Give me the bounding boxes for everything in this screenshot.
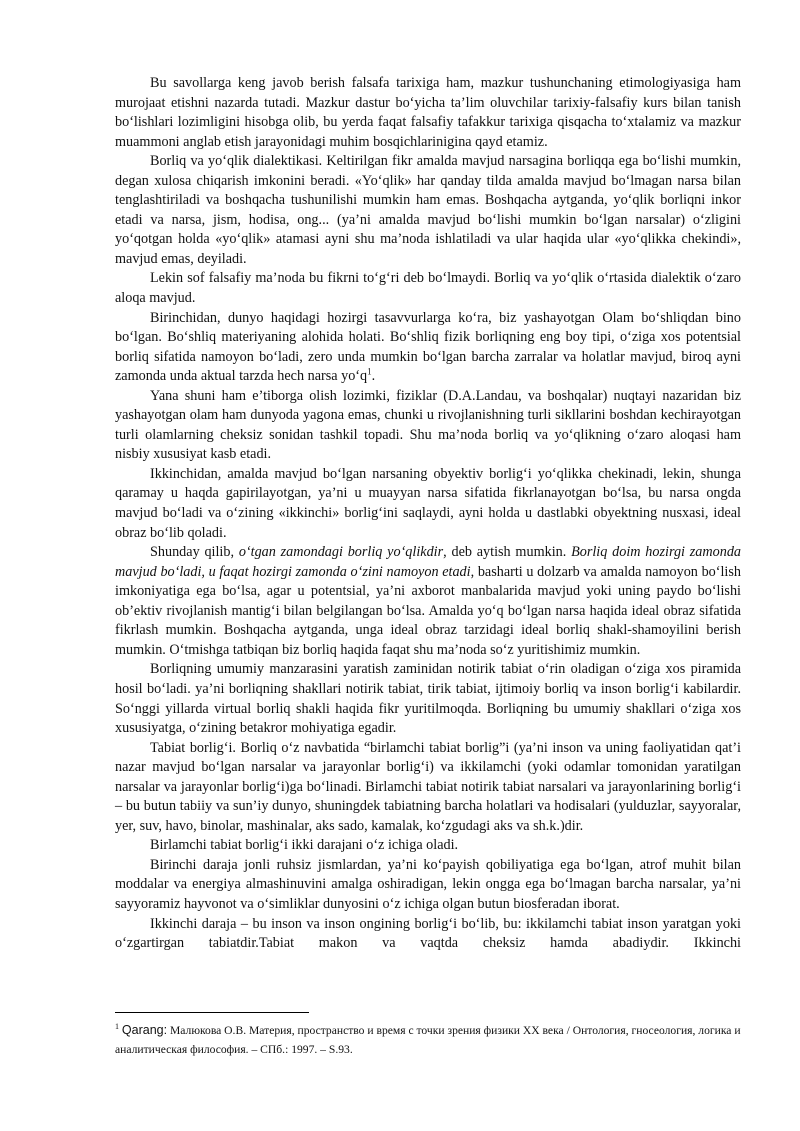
paragraph: Tabiat borlig‘i. Borliq o‘z navbatida “birlamchi tabiat borlig”i (ya’ni inson va uning faoliyatidan qat’i nazar mavjud bo‘lgan narsalar va jarayonlar borlig‘i) va ikkilamchi (yoki odamlar tomonidan yaratilgan narsalar va jarayonlar borlig‘i)ga bo‘linadi. Birlamchi tabiat notirik tabiat narsalari va jarayonlarining borlig‘i – bu butun tabiiy va sun’iy dunyo, shuningdek tabiatning barcha holatlari va hodisalari (yulduzlar, sayyoralar, yer, suv, havo, binolar, mashinalar, aks sado, kamalak, ko‘zgudagi aks va sh.k.)dir.: [115, 739, 741, 834]
footnote-reference[interactable]: 1: [367, 366, 372, 377]
paragraph: Borliq va yo‘qlik dialektikasi. Keltirilgan fikr amalda mavjud narsagina borliqqa ega bo‘lishi mumkin, degan xulosa chiqarish imkonini beradi. «Yo‘qlik» har qanday tilda amalda mavjud bo‘lmagan narsa bilan tenglashtiriladi va boshqacha tushunilishi mumkin ham emas. Boshqacha aytganda, yo‘qlik borliqni inkor etadi va narsa, jism, hodisa, ong... (ya’ni amalda mavjud bo‘lishi mumkin bo‘lgan narsalar) o‘zligini yo‘qotgan holda «yo‘qlik» atamasi ayni shu ma’noda ishlatiladi va ular haqida ular «yo‘qlikka chekindi», mavjud emas, deyiladi.: [115, 153, 741, 267]
paragraph-text: , basharti u dolzarb va amalda namoyon bo‘lish imkoniyatiga ega bo‘lsa, agar u potentsial, ya’ni axborot manbalarida mavjud yoki uning paydo bo‘lishi ob’ektiv rivojlanish mantig‘i bilan belgilangan bo‘lsa. Amalda yo‘q bo‘lgan narsa haqida ideal obraz sifatida fikrlash mumkin. Boshqacha aytganda, unga ideal obraz tarzidagi ideal borliq shakl-shamoyilini berish mumkin. O‘tmishga tatbiqan biz borliq haqida faqat shu ma’noda so‘z yuritishimiz mumkin.: [115, 563, 741, 658]
paragraph: Lekin sof falsafiy ma’noda bu fikrni to‘g‘ri deb bo‘lmaydi. Borliq va yo‘qlik o‘rtasida dialektik o‘zaro aloqa mavjud.: [115, 270, 741, 307]
paragraph: [115, 543, 741, 660]
paragraph: Bu savollarga keng javob berish falsafa tarixiga ham, mazkur tushunchaning etimologiyasiga ham murojaat etishni nazarda tutadi. Mazkur dastur bo‘yicha ta’lim oluvchilar tarixiy-falsafiy kurs bilan tanish bo‘lishlari lozimligini hisobga olib, bu yerda faqat falsafiy tafakkur tarixiga qisqacha to‘xtalamiz va mazkur muammoni anglab etish jarayonidagi muhim bosqichlarinigina qayd etamiz.: [115, 75, 741, 150]
paragraph: Yana shuni ham e’tiborga olish lozimki, fiziklar (D.A.Landau, va boshqalar) nuqtayi nazaridan biz yashayotgan olam ham dunyoda yagona emas, chunki u rivojlanishning turli sikllarini boshdan kechirayotgan turli olamlarning cheksiz sonidan tashkil topadi. Shu ma’noda borliq va yo‘qlikning o‘zaro aloqasi ham nisbiy xususiyat kasb etadi.: [115, 387, 741, 463]
paragraph-text: , deb aytish mumkin.: [443, 544, 572, 561]
paragraph: Ikkinchidan, amalda mavjud bo‘lgan narsaning obyektiv borlig‘i yo‘qlikka chekinadi, lekin, shunga qaramay u haqda gapirilayotgan, ya’ni u muayyan narsa sifatida fikrlanayotgan bo‘lsa, bu narsa ongda mavjud bo‘ladi va o‘zining «ikkinchi» borlig‘ini saqlaydi, ayni holda u dastlabki obyektning nusxasi, ideal obraz bo‘lib qoladi.: [115, 465, 741, 541]
paragraph: Birlamchi tabiat borlig‘i ikki darajani o‘z ichiga oladi.: [150, 837, 459, 854]
paragraph: Borliqning umumiy manzarasini yaratish zaminidan notirik tabiat o‘rin oladigan o‘ziga xos piramida hosil bo‘ladi. ya’ni borliqning shakllari notirik tabiat, tirik tabiat, ijtimoiy borliq va inson borlig‘i kabilardir. So‘nggi yillarda virtual borliq shakli haqida fikr yuritilmoqda. Borliqning bu umumiy shakllari o‘ziga xos xususiyatga, o‘zining betakror mohiyatiga egadir.: [115, 661, 741, 737]
footnote-separator: [115, 1012, 309, 1013]
paragraph: Ikkinchi daraja – bu inson va inson ongining borlig‘i bo‘lib, bu: ikkilamchi tabiat inson yaratgan yoki o‘zgartirgan tabiatdir.Tabiat makon va vaqtda cheksiz hamda abadiydir. Ikkinchi: [115, 915, 741, 952]
document-body: [115, 74, 741, 954]
paragraph: Birinchi daraja jonli ruhsiz jismlardan, ya’ni ko‘payish qobiliyatiga ega bo‘lgan, atrof muhit bilan moddalar va energiya almashinuvini amalga oshiradigan, lekin ongga ega bo‘lmagan barcha narsalar, ya’ni sayyoramiz hayvonot va o‘simliklar dunyosini o‘z ichiga olgan butun biosferadan iborat.: [115, 856, 741, 912]
paragraph-text: Birinchidan, dunyo haqidagi hozirgi tasavvurlarga ko‘ra, biz yashayotgan Olam bo‘shliqdan bino bo‘lgan. Bo‘shliq materiyaning alohida holati. Bo‘shliq fizik borliqning eng boy tipi, o‘ziga xos potentsial borliq sifatida namoyon bo‘ladi, zero unda mumkin bo‘lgan barcha zarralar va holatlar mavjud, biroq ayni zamonda unda aktual tarzda hech narsa yo‘q: [115, 309, 741, 385]
footnote-source-label: Qarang:: [121, 1023, 168, 1037]
italic-emphasis: o‘tgan zamondagi borliq yo‘qlikdir: [238, 544, 444, 561]
paragraph-text: Shunday qilib,: [150, 544, 239, 561]
footnote-mark: 1: [115, 1022, 119, 1032]
italic-emphasis: Borliq doim hozirgi zamonda mavjud bo‘ladi, u faqat hozirgi zamonda o‘zini namoyon etadi: [115, 544, 742, 580]
footnote: [115, 1021, 741, 1059]
footnote-text: Малюкова О.В. Материя, пространство и время с точки зрения физики XX века / Онтология, гносеология, логика и аналитическая философия. – СПб.: 1997. – S.93.: [115, 1024, 741, 1056]
paragraph: Birinchidan, dunyo haqidagi hozirgi tasavvurlarga ko‘ra, biz yashayotgan Olam bo‘shliqdan bino bo‘lgan. Bo‘shliq materiyaning alohida holati. Bo‘shliq fizik borliqning eng boy tipi, o‘ziga xos potentsial borliq sifatida namoyon bo‘ladi, zero unda mumkin bo‘lgan barcha zarralar va holatlar mavjud, biroq ayni zamonda unda aktual tarzda hech narsa $yo‘q^1$.: [115, 309, 741, 385]
